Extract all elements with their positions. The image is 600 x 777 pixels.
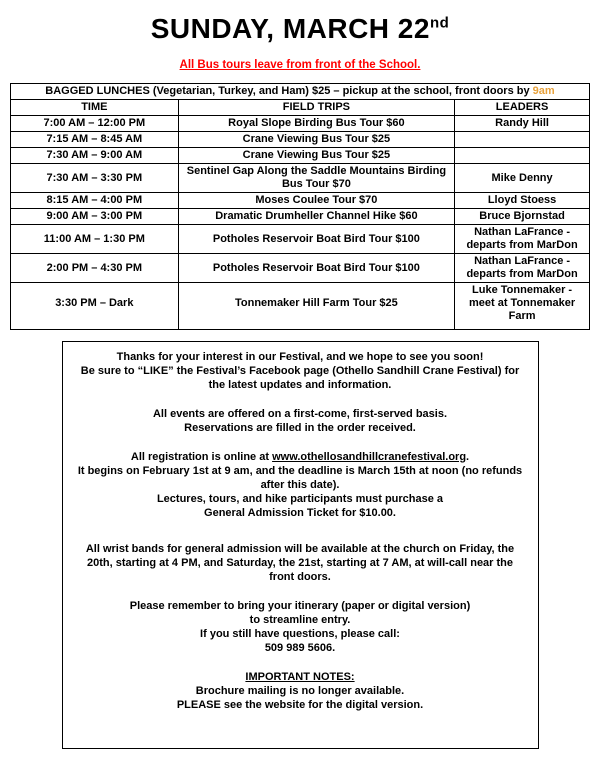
info-box <box>62 341 539 749</box>
table-caption-row <box>11 84 590 100</box>
time-cell: 11:00 AM – 1:30 PM <box>11 225 179 254</box>
important-notes-heading: IMPORTANT NOTES: <box>245 671 355 683</box>
info-paragraph-itinerary <box>78 599 523 655</box>
caption-text: BAGGED LUNCHES (Vegetarian, Turkey, and Ham) $25 – pickup at the school, front doors by <box>45 85 533 97</box>
phone-number: 509 989 5606. <box>264 642 336 654</box>
info-line: General Admission Ticket for $10.00. <box>204 507 396 519</box>
time-cell: 7:00 AM – 12:00 PM <box>11 116 179 132</box>
table-row <box>11 132 590 148</box>
time-cell: 7:30 AM – 3:30 PM <box>11 164 179 193</box>
trip-cell: Sentinel Gap Along the Saddle Mountains Birding Bus Tour $70 <box>178 164 454 193</box>
registration-text-prefix: All registration is online at <box>130 451 273 463</box>
registration-url-link[interactable]: www.othellosandhillcranefestival.org <box>272 451 467 463</box>
info-line: PLEASE see the website for the digital version. <box>176 699 424 711</box>
page-title-text: SUNDAY, MARCH 22 <box>150 13 430 44</box>
info-paragraph-important-notes <box>78 670 523 712</box>
leader-cell: Lloyd Stoess <box>455 193 590 209</box>
info-line: Brochure mailing is no longer available. <box>195 685 405 697</box>
info-line: Lectures, tours, and hike participants must purchase a <box>156 493 444 505</box>
info-paragraph-wrist-bands <box>78 542 523 584</box>
registration-text-suffix: . <box>466 451 470 463</box>
caption-time-highlight: 9am <box>532 85 555 97</box>
time-cell: 7:15 AM – 8:45 AM <box>11 132 179 148</box>
time-cell: 9:00 AM – 3:00 PM <box>11 209 179 225</box>
title-superscript: nd <box>429 14 450 32</box>
info-line-registration <box>78 450 523 464</box>
leader-cell: Bruce Bjornstad <box>455 209 590 225</box>
trip-cell: Potholes Reservoir Boat Bird Tour $100 <box>178 225 454 254</box>
time-cell: 3:30 PM – Dark <box>11 283 179 330</box>
time-cell: 7:30 AM – 9:00 AM <box>11 148 179 164</box>
column-header-field-trips: FIELD TRIPS <box>178 100 454 116</box>
table-row <box>11 193 590 209</box>
bagged-lunches-caption <box>11 84 590 100</box>
table-row <box>11 116 590 132</box>
info-line: It begins on February 1st at 9 am, and the deadline is March 15th at noon (no refunds after this date). <box>77 465 523 491</box>
trip-cell: Crane Viewing Bus Tour $25 <box>178 148 454 164</box>
schedule-table <box>10 83 590 330</box>
trip-cell: Moses Coulee Tour $70 <box>178 193 454 209</box>
table-header-row <box>11 100 590 116</box>
table-row <box>11 254 590 283</box>
table-row <box>11 225 590 254</box>
info-line: If you still have questions, please call: <box>200 628 400 640</box>
leader-cell: Nathan LaFrance - departs from MarDon <box>455 225 590 254</box>
page-title <box>0 13 600 45</box>
table-row <box>11 209 590 225</box>
info-paragraph-first-come <box>78 407 523 435</box>
table-row <box>11 148 590 164</box>
column-header-time: TIME <box>11 100 179 116</box>
bus-departure-notice: All Bus tours leave from front of the School. <box>179 59 421 71</box>
info-line: All wrist bands for general admission will be available at the church on Friday, the 20th, starting at 4 PM, and Saturday, the 21st, starting at 7 AM, at will-call near the front doors. <box>85 543 515 583</box>
trip-cell: Dramatic Drumheller Channel Hike $60 <box>178 209 454 225</box>
time-cell: 2:00 PM – 4:30 PM <box>11 254 179 283</box>
leader-cell: Luke Tonnemaker - meet at Tonnemaker Farm <box>455 283 590 330</box>
trip-cell: Potholes Reservoir Boat Bird Tour $100 <box>178 254 454 283</box>
trip-cell: Royal Slope Birding Bus Tour $60 <box>178 116 454 132</box>
leader-cell <box>455 148 590 164</box>
table-row <box>11 283 590 330</box>
info-paragraph-registration <box>78 450 523 520</box>
info-line: Be sure to “LIKE” the Festival’s Facebook page (Othello Sandhill Crane Festival) for the latest updates and information. <box>80 365 520 391</box>
leader-cell: Randy Hill <box>455 116 590 132</box>
info-line: Please remember to bring your itinerary (paper or digital version) <box>129 600 471 612</box>
leader-cell: Nathan LaFrance - departs from MarDon <box>455 254 590 283</box>
info-line: Reservations are filled in the order received. <box>184 422 416 434</box>
table-row <box>11 164 590 193</box>
time-cell: 8:15 AM – 4:00 PM <box>11 193 179 209</box>
leader-cell: Mike Denny <box>455 164 590 193</box>
info-line: to streamline entry. <box>249 614 351 626</box>
trip-cell: Tonnemaker Hill Farm Tour $25 <box>178 283 454 330</box>
column-header-leaders: LEADERS <box>455 100 590 116</box>
info-paragraph-welcome <box>78 350 523 392</box>
info-line: All events are offered on a first-come, first-served basis. <box>152 408 448 420</box>
trip-cell: Crane Viewing Bus Tour $25 <box>178 132 454 148</box>
info-line: Thanks for your interest in our Festival, and we hope to see you soon! <box>116 351 484 363</box>
leader-cell <box>455 132 590 148</box>
